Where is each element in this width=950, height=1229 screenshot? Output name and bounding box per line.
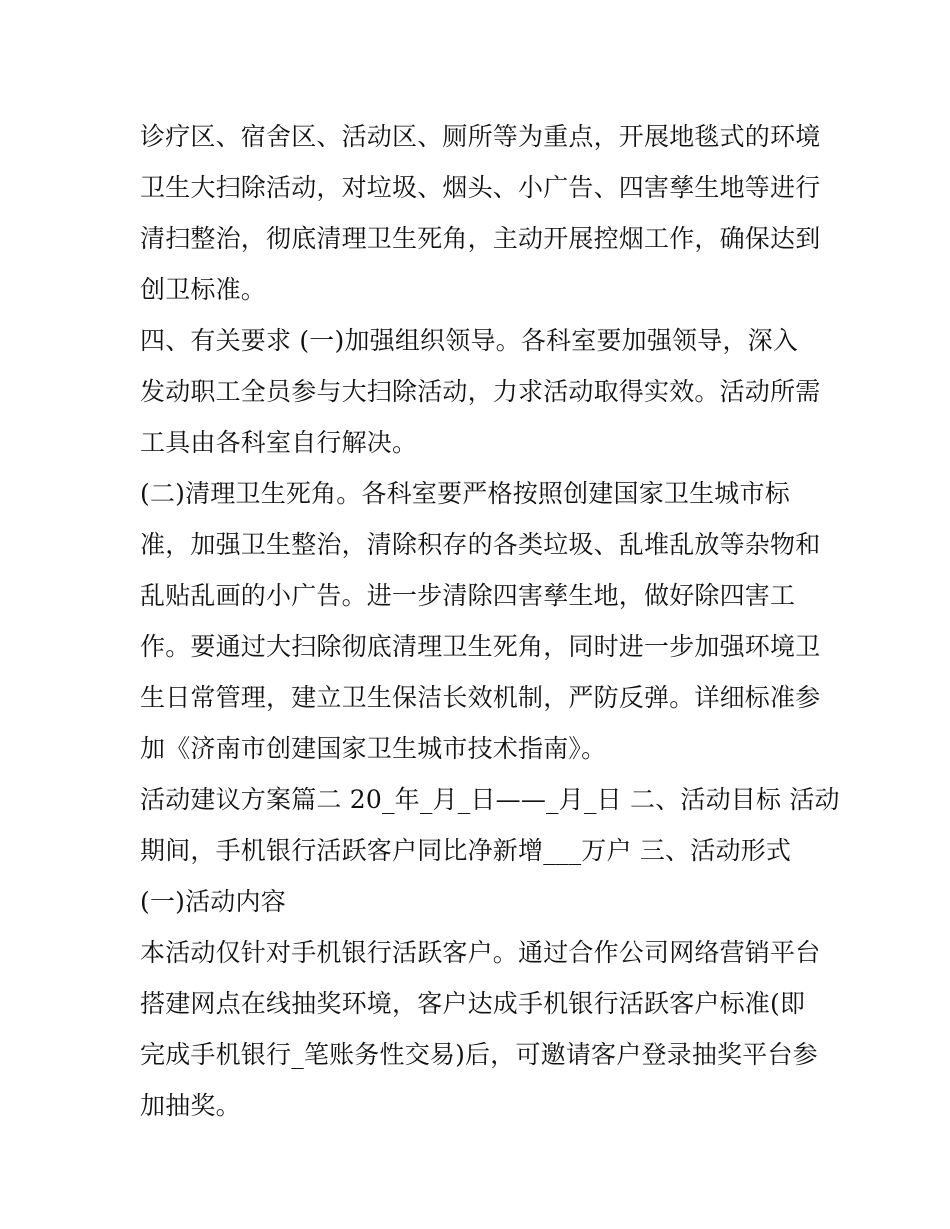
text-line: 作。要通过大扫除彻底清理卫生死角，同时进一步加强环境卫: [140, 632, 821, 661]
text-line: 创卫标准。: [140, 275, 267, 304]
text-line: 准，加强卫生整治，清除积存的各类垃圾、乱堆乱放等杂物和: [140, 530, 821, 559]
text-line: 搭建网点在线抽奖环境，客户达成手机银行活跃客户标准(即: [140, 989, 806, 1018]
text-line: (一)活动内容: [140, 887, 286, 916]
text-line: 加抽奖。: [140, 1091, 241, 1120]
text-line: 加《济南市创建国家卫生城市技术指南》。: [140, 734, 607, 763]
text-line: 诊疗区、宿舍区、活动区、厕所等为重点，开展地毯式的环境: [140, 122, 821, 151]
text-line: 清扫整治，彻底清理卫生死角，主动开展控烟工作，确保达到: [140, 224, 821, 253]
text-line: 本活动仅针对手机银行活跃客户。通过合作公司网络营销平台: [140, 938, 821, 967]
text-line: 生日常管理，建立卫生保洁长效机制，严防反弹。详细标准参: [140, 683, 821, 712]
text-line: 期间，手机银行活跃客户同比净新增___万户 三、活动形式: [140, 836, 792, 865]
text-line: 四、有关要求 (一)加强组织领导。各科室要加强领导，深入: [140, 326, 799, 355]
text-line: 卫生大扫除活动，对垃圾、烟头、小广告、四害孳生地等进行: [140, 173, 821, 202]
text-line: 乱贴乱画的小广告。进一步清除四害孳生地，做好除四害工: [140, 581, 796, 610]
text-line: 发动职工全员参与大扫除活动，力求活动取得实效。活动所需: [140, 377, 821, 406]
text-line: 完成手机银行_笔账务性交易)后，可邀请客户登录抽奖平台参: [140, 1040, 818, 1069]
document-body: [140, 111, 840, 1131]
text-line: (二)清理卫生死角。各科室要严格按照创建国家卫生城市标: [140, 479, 790, 508]
text-line: 工具由各科室自行解决。: [140, 428, 418, 457]
text-line: 活动建议方案篇二 20_年_月_日——_月_日 二、活动目标 活动: [140, 785, 840, 814]
